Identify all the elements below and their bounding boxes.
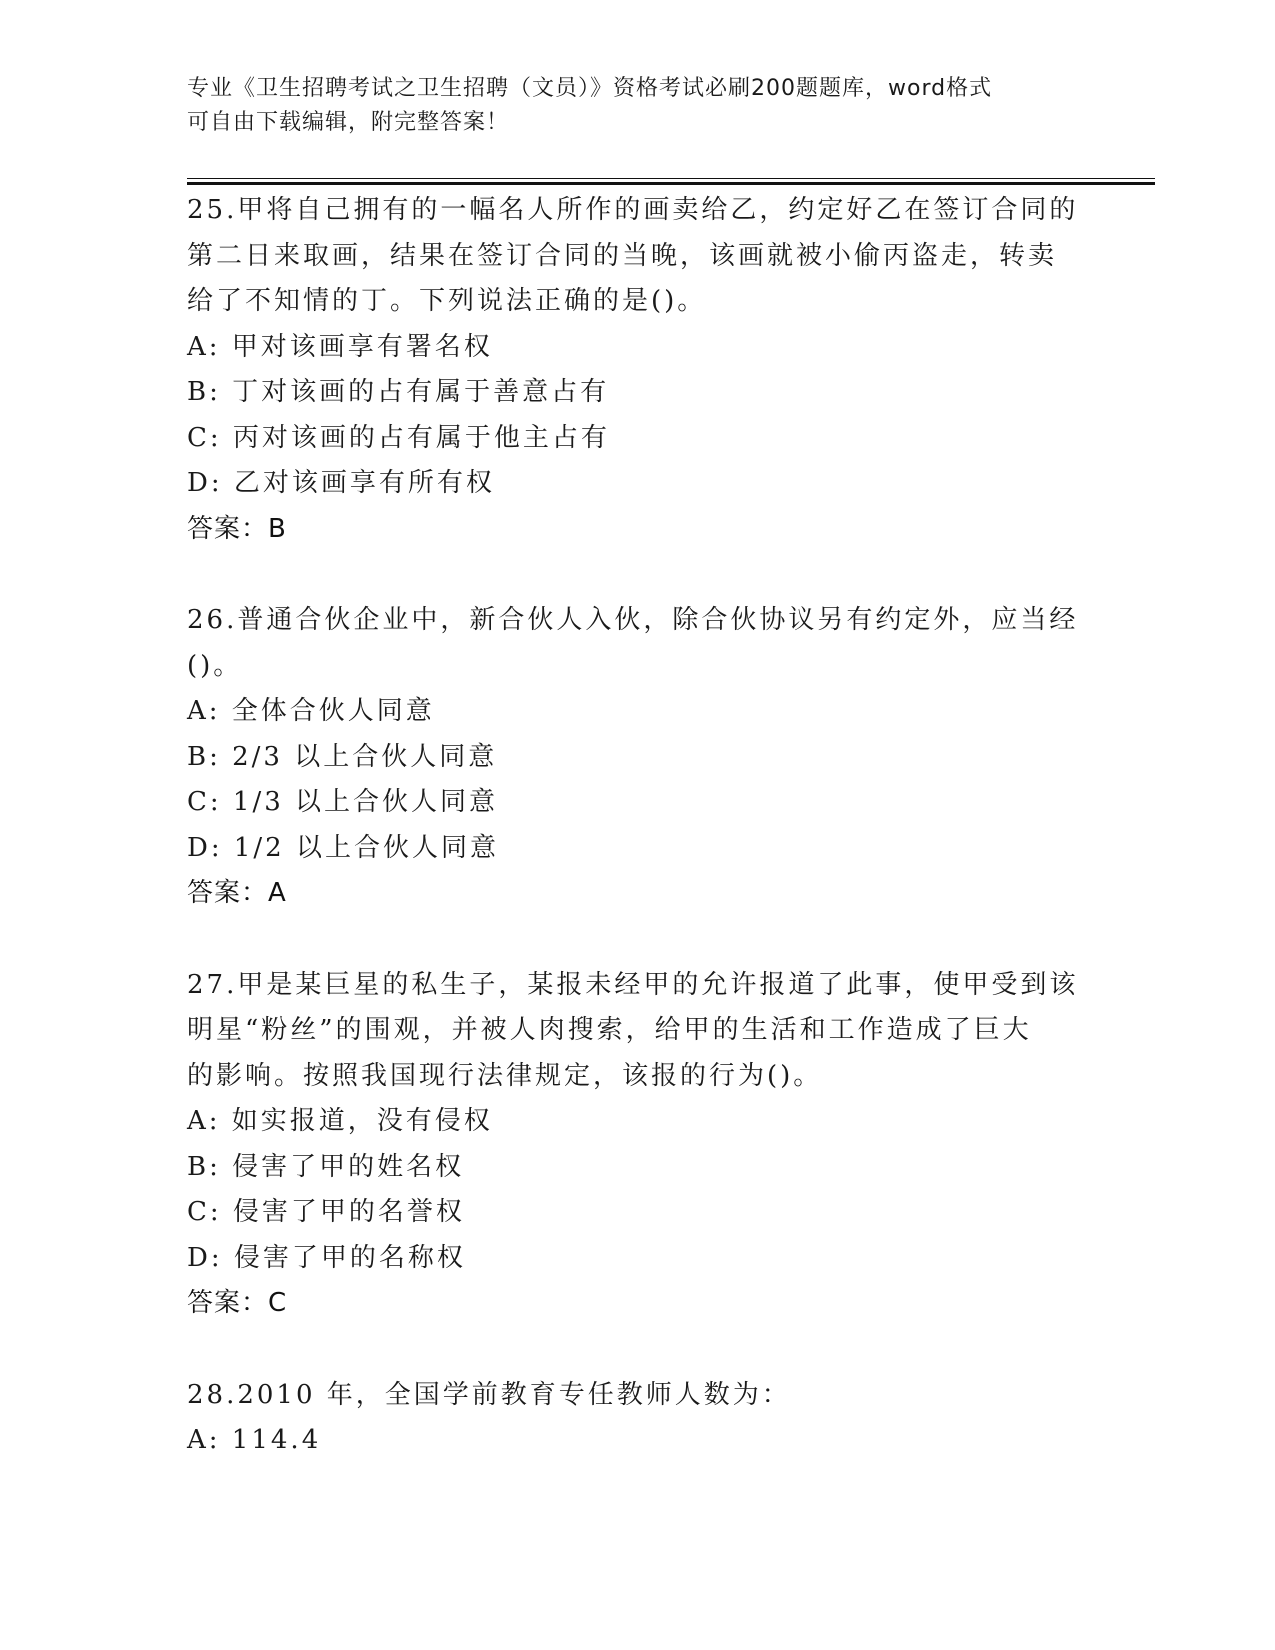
option-c: C: 1/3 以上合伙人同意 [187,787,499,817]
question-27 [187,963,1087,1327]
option-a: A: 114.4 [187,1425,322,1455]
option-d: D: 侵害了甲的名称权 [187,1242,466,1273]
question-stem-line: 28.2010 年，全国学前教育专任教师人数为： [187,1379,791,1410]
answer-line: 答案：B [187,513,287,544]
question-stem-line: ()。 [187,650,243,681]
question-stem-line: 的影响。按照我国现行法律规定，该报的行为()。 [187,1060,823,1091]
question-stem-line: 第二日来取画，结果在签订合同的当晚，该画就被小偷丙盗走，转卖 [187,240,1058,271]
header-divider-thick [187,182,1155,185]
option-a: A: 如实报道，没有侵权 [187,1106,493,1136]
answer-line: 答案：A [187,878,287,908]
option-b: B: 侵害了甲的姓名权 [187,1151,465,1182]
option-b: B: 2/3 以上合伙人同意 [187,741,498,772]
header-line-2: 可自由下载编辑，附完整答案！ [187,110,510,135]
option-a: A: 全体合伙人同意 [187,696,435,726]
question-stem-line: 26.普通合伙企业中，新合伙人入伙，除合伙协议另有约定外，应当经 [187,605,1079,635]
answer-line: 答案：C [187,1288,288,1318]
question-list [187,188,1087,1464]
header-line-1: 专业《卫生招聘考试之卫生招聘（文员）》资格考试必刷200题题库，word格式 [187,76,993,101]
document-header [187,72,1087,140]
question-26 [187,598,1087,917]
question-stem-line: 25.甲将自己拥有的一幅名人所作的画卖给乙，约定好乙在签订合同的 [187,195,1079,225]
header-divider-thin [187,178,1155,179]
question-28 [187,1373,1087,1464]
option-d: D: 1/2 以上合伙人同意 [187,832,499,863]
option-c: C: 侵害了甲的名誉权 [187,1197,465,1227]
option-c: C: 丙对该画的占有属于他主占有 [187,422,610,453]
question-25 [187,188,1087,552]
option-b: B: 丁对该画的占有属于善意占有 [187,377,610,407]
option-a: A: 甲对该画享有署名权 [187,331,493,362]
question-stem-line: 给了不知情的丁。下列说法正确的是()。 [187,286,707,316]
question-stem-line: 27.甲是某巨星的私生子，某报未经甲的允许报道了此事，使甲受到该 [187,969,1079,1000]
option-d: D: 乙对该画享有所有权 [187,468,495,498]
question-stem-line: 明星“粉丝”的围观，并被人肉搜索，给甲的生活和工作造成了巨大 [187,1015,1032,1045]
